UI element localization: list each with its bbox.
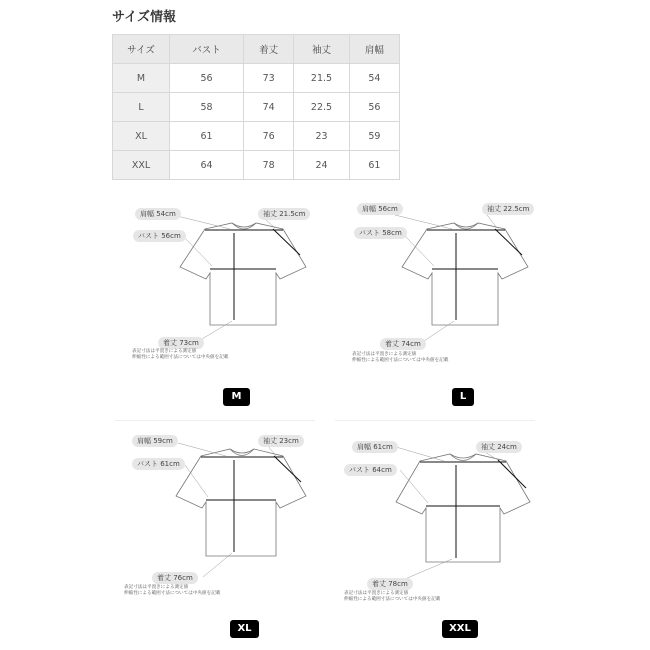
note-text: 表記寸法は平置きによる測定値 [344,591,409,596]
size-badge-xl: XL [230,620,259,638]
table-cell: 78 [244,151,294,180]
leader-line [396,447,444,461]
tshirt-outline [176,449,306,556]
tshirt-outline [396,454,530,562]
size-badge-m: M [223,388,250,406]
table-cell: 24 [294,151,350,180]
leader-line [268,446,276,456]
note-text: 伸縮性による範囲寸法については中央値を記載 [132,355,229,360]
sleeve-measure-line [274,456,301,482]
size-badge-l: L [452,388,474,406]
table-cell: 64 [170,151,244,180]
note-text: 伸縮性による範囲寸法については中央値を記載 [352,358,449,363]
table-row [113,122,400,151]
table-cell: 74 [244,93,294,122]
table-cell: 54 [349,64,399,93]
note-text: 表記寸法は平置きによる測定値 [124,585,189,590]
table-cell: 76 [244,122,294,151]
bust-label: バスト 58cm [354,227,407,239]
note-text: 表記寸法は平置きによる測定値 [132,349,197,354]
bust-label: バスト 61cm [132,458,185,470]
table-cell: 59 [349,122,399,151]
note-text: 伸縮性による範囲寸法については中央値を記載 [344,597,441,602]
sleeve-label: 袖丈 24cm [476,441,522,453]
table-header-row [113,35,400,64]
shoulder-label: 肩幅 56cm [357,203,403,215]
tshirt-outline [180,223,306,325]
shoulder-label: 肩幅 61cm [352,441,398,453]
bust-label: バスト 56cm [133,230,186,242]
row-size-label: L [113,93,170,122]
table-cell: 61 [170,122,244,151]
sleeve-measure-line [273,229,300,255]
sleeve-label: 袖丈 23cm [258,435,304,447]
sleeve-label: 袖丈 21.5cm [258,208,310,220]
diagram-panel-xxl [330,420,650,650]
leader-line [203,553,232,577]
table-row [113,64,400,93]
leader-line [173,215,230,229]
shoulder-label: 肩幅 54cm [135,208,181,220]
header-cell-bust: バスト [170,35,244,64]
size-badge-xxl: XXL [442,620,478,638]
header-cell-size: サイズ [113,35,170,64]
tshirt-outline [402,223,528,325]
table-row [113,93,400,122]
tshirt-diagram-xxl [330,420,650,650]
leader-line [185,465,208,497]
shoulder-label: 肩幅 59cm [132,435,178,447]
leader-line [400,470,428,503]
leader-line [202,321,232,339]
row-size-label: XL [113,122,170,151]
row-size-label: M [113,64,170,93]
table-cell: 56 [170,64,244,93]
header-cell-sleeve: 袖丈 [294,35,350,64]
length-label: 着丈 76cm [152,572,198,584]
header-cell-shoulder: 肩幅 [349,35,399,64]
header-cell-length: 着丈 [244,35,294,64]
length-label: 着丈 73cm [158,337,204,349]
bust-label: バスト 64cm [344,464,397,476]
note-text: 伸縮性による範囲寸法については中央値を記載 [124,591,221,596]
length-label: 着丈 78cm [367,578,413,590]
sleeve-label: 袖丈 22.5cm [482,203,534,215]
page-title: サイズ情報 [112,10,176,25]
leader-line [265,219,275,228]
table-row [113,151,400,180]
size-table [112,34,400,180]
row-size-label: XXL [113,151,170,180]
leader-line [178,443,226,456]
table-cell: 61 [349,151,399,180]
sleeve-measure-line [495,229,522,255]
diagram-panel-l [332,195,650,425]
table-cell: 56 [349,93,399,122]
note-text: 表記寸法は平置きによる測定値 [352,352,417,357]
sleeve-measure-line [498,460,526,488]
length-label: 着丈 74cm [380,338,426,350]
leader-line [424,321,454,341]
table-cell: 73 [244,64,294,93]
table-cell: 22.5 [294,93,350,122]
table-cell: 58 [170,93,244,122]
table-cell: 23 [294,122,350,151]
table-cell: 21.5 [294,64,350,93]
